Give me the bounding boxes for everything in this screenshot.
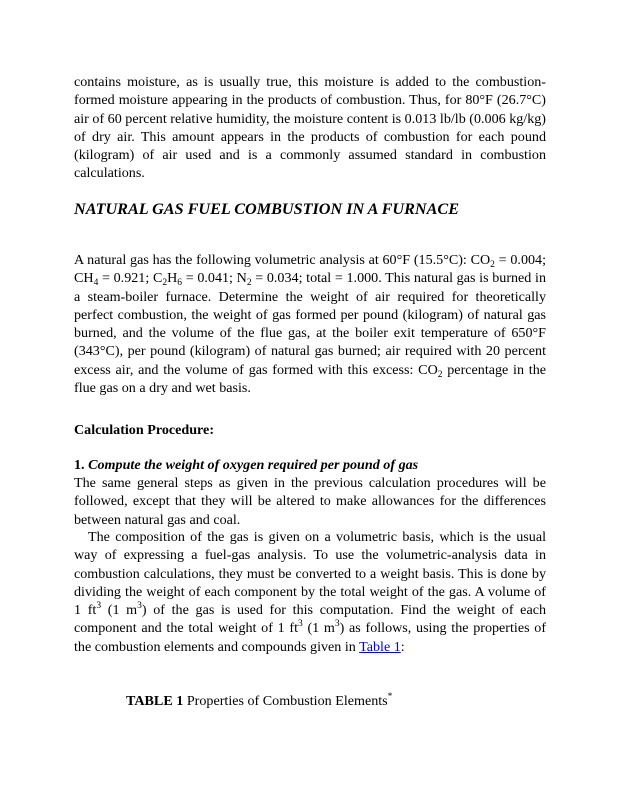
- composition-text: :: [400, 638, 405, 655]
- superscript: 3: [137, 601, 142, 612]
- step-number: 1.: [74, 457, 85, 473]
- subscript: 2: [437, 369, 443, 380]
- problem-text: = 0.034; total = 1.000. This natural gas is burned in a steam-boiler furnace. Determine the weight of air required for theoretically perfect combustion, the weight of gas formed per pound (kilogram) of natural gas burned, and the volume of the flue gas, at the boiler exit temperature of 650°F (343°C), per pound (kilogram) of natural gas burned; air required with 20 percent excess air, and the volume of gas formed with this excess: CO: [74, 270, 546, 378]
- table-label: TABLE 1: [126, 693, 184, 709]
- problem-statement: [74, 251, 546, 397]
- superscript: 3: [334, 619, 340, 630]
- subscript: 2: [490, 260, 495, 270]
- problem-text: = 0.041; N: [182, 270, 247, 287]
- table-title: Properties of Combustion Elements: [183, 693, 388, 709]
- composition-paragraph: [74, 528, 546, 656]
- composition-text: ) as follows, using the properties of the combustion elements and compounds given in: [74, 620, 547, 655]
- problem-text: percentage in the flue gas on a dry and wet basis.: [74, 361, 546, 397]
- subscript: 4: [93, 278, 99, 289]
- subscript: 6: [177, 278, 183, 289]
- subscript: 2: [246, 278, 252, 289]
- composition-text: The composition of the gas is given on a volumetric basis, which is the usual way of expressing a fuel-gas analysis. To use the volumetric-analysis data in combustion calculations, they must be converted to a weight basis. This is done by dividing the weight of each component by the total weight of the gas. A volume of 1 ft: [74, 529, 546, 619]
- problem-text: A natural gas has the following volumetric analysis at 60°F (15.5°C): CO: [74, 252, 491, 268]
- subscript: 2: [162, 278, 168, 289]
- calculation-procedure-heading: Calculation Procedure:: [74, 422, 215, 438]
- superscript: 3: [96, 601, 102, 612]
- problem-text: = 0.921; C: [98, 270, 163, 287]
- intro-paragraph: contains moisture, as is usually true, this moisture is added to the combustion-formed moisture appearing in the products of combustion. Thus, for 80°F (26.7°C) air of 60 percent relative humidity, the moisture content is 0.013 lb/lb (0.006 kg/kg) of dry air. This amount appears in the products of combustion for each pound (kilogram) of air used and is a commonly assumed standard in combustion calculations.: [74, 74, 546, 182]
- composition-text: (1 m: [101, 602, 138, 619]
- step-1-heading: [74, 456, 418, 474]
- superscript: 3: [298, 619, 303, 630]
- problem-text: = 0.004; CH: [74, 252, 546, 287]
- section-heading: NATURAL GAS FUEL COMBUSTION IN A FURNACE: [74, 200, 459, 218]
- table-1-link[interactable]: Table 1: [359, 638, 401, 655]
- step-title: Compute the weight of oxygen required per pound of gas: [88, 457, 419, 473]
- composition-text: ) of the gas is used for this computation. Find the weight of each component and the total weight of 1 ft: [74, 602, 546, 637]
- problem-text: H: [167, 270, 178, 287]
- table-caption: [126, 693, 392, 710]
- step-1-paragraph: The same general steps as given in the previous calculation procedures will be followed, except that they will be altered to make allowances for the differences between natural gas and coal.: [74, 475, 546, 528]
- composition-text: (1 m: [302, 620, 335, 637]
- footnote-marker: *: [387, 692, 393, 702]
